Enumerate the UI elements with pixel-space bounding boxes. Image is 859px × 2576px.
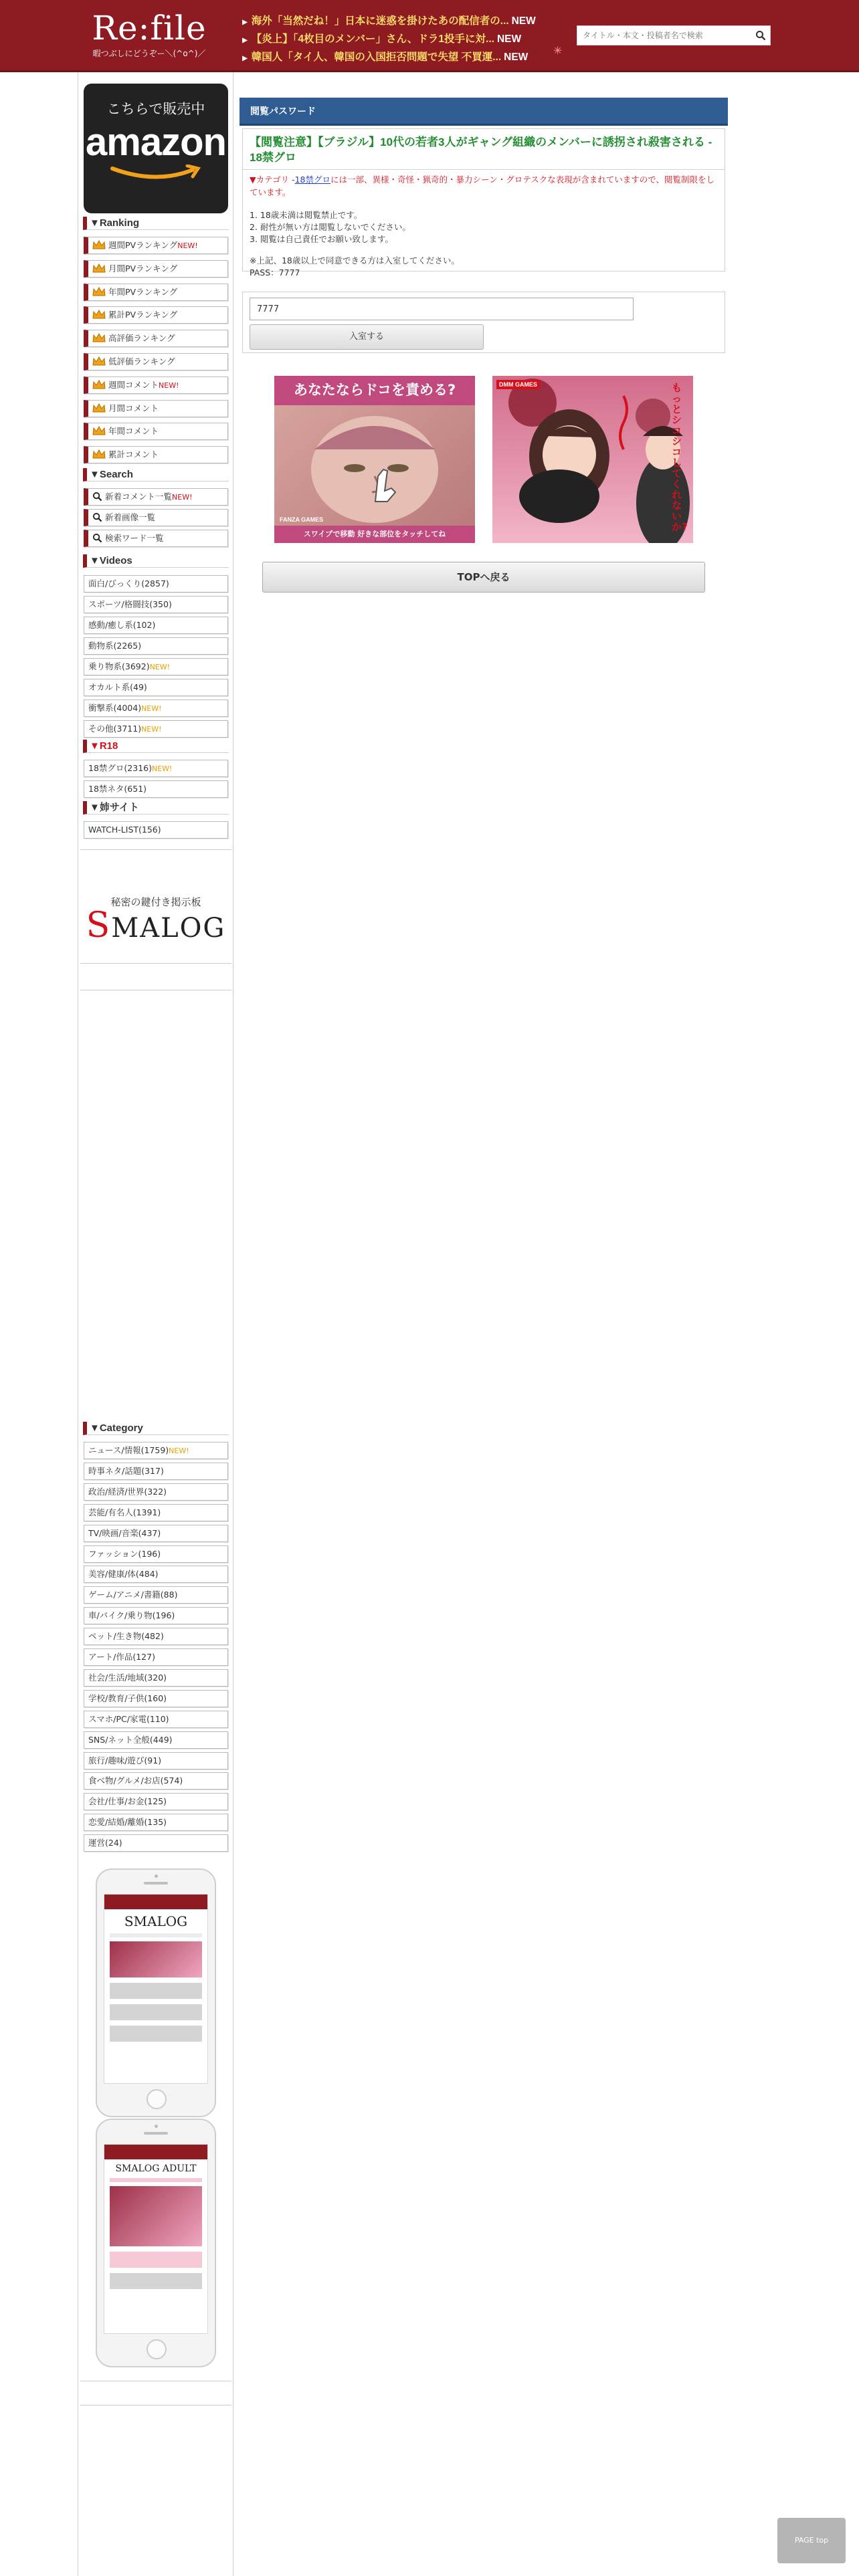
ad-brand: FANZA GAMES <box>280 516 324 523</box>
rule-item: 1. 18歳未満は閲覧禁止です。 <box>250 210 363 220</box>
category-link[interactable] <box>84 1525 228 1542</box>
crown-icon <box>92 426 106 435</box>
category-link[interactable] <box>84 1793 228 1810</box>
new-badge: NEW <box>504 51 529 63</box>
rules-list <box>250 209 719 279</box>
ranking-link[interactable] <box>84 237 228 254</box>
new-badge: NEW <box>511 15 536 27</box>
ranking-link[interactable] <box>84 446 228 463</box>
menu-item-label: 18禁グロ(2316) <box>88 763 152 773</box>
category-link[interactable] <box>84 1566 228 1583</box>
category-link[interactable] <box>84 1545 228 1563</box>
phone-screen-block <box>110 2252 202 2268</box>
category-link[interactable] <box>84 1628 228 1645</box>
smalog-caption: 秘密の鍵付き掲示板 <box>110 896 201 908</box>
new-badge: NEW! <box>141 725 162 734</box>
smalog-logo-text: MALOG <box>111 913 226 944</box>
video-category-link[interactable] <box>84 617 228 634</box>
new-badge: NEW <box>496 33 522 45</box>
triangle-icon: ▶ <box>242 55 248 62</box>
ranking-heading: ▼Ranking <box>83 217 229 230</box>
menu-item-label: スマホ/PC/家電(110) <box>88 1713 169 1724</box>
agree-note: ※上記、18歳以上で同意できる方は入室してください。 <box>250 255 460 265</box>
rule-item: 3. 閲覧は自己責任でお願い致します。 <box>250 234 393 244</box>
phone-logo: SMALOG ADULT <box>115 2163 197 2174</box>
logo-mark: Re:file <box>92 9 207 47</box>
menu-item-label: 政治/経済/世界(322) <box>88 1486 167 1497</box>
rule-item: 2. 耐性が無い方は閲覧しないでください。 <box>250 222 411 232</box>
divider <box>80 963 231 964</box>
category-link[interactable] <box>84 1772 228 1790</box>
post-info-box <box>242 128 725 278</box>
amazon-banner[interactable] <box>84 84 228 213</box>
logo-tagline: 暇つぶしにどうぞー＼(^o^)／ <box>92 49 206 58</box>
menu-item-label: 動物系(2265) <box>88 641 142 651</box>
post-title: 【閲覧注意】【ブラジル】10代の若者3人がギャング組織のメンバーに誘拐され殺害される - 18禁グロ <box>250 136 712 164</box>
password-input[interactable] <box>250 298 634 320</box>
divider <box>80 849 231 850</box>
menu-item-label: 運営(24) <box>88 1838 122 1848</box>
new-badge: NEW! <box>151 764 173 773</box>
news-link[interactable] <box>242 12 563 30</box>
menu-item-label: WATCH-LIST(156) <box>88 825 161 835</box>
phone-camera <box>155 2125 158 2128</box>
news-text: 海外「当然だね！」日本に迷惑を掛けたあの配信者の... <box>251 15 509 27</box>
ranking-link[interactable] <box>84 423 228 440</box>
menu-item-label: スポーツ/格闘技(350) <box>88 599 172 609</box>
phone-screen-block <box>110 2273 202 2289</box>
ad-image <box>492 376 693 543</box>
menu-item-label: 時事ネタ/話題(317) <box>88 1465 164 1476</box>
new-badge: NEW! <box>169 1446 189 1455</box>
amazon-caption: こちらで販売中 <box>106 101 205 117</box>
menu-item-label: 芸能/有名人(1391) <box>88 1507 161 1517</box>
new-badge: NEW! <box>141 704 162 713</box>
r18-heading: ▼R18 <box>83 740 229 753</box>
ad-banner[interactable] <box>492 376 693 543</box>
amazon-smile-icon <box>106 165 206 182</box>
category-link[interactable] <box>84 1504 228 1521</box>
menu-item-label: ニュース/情報(1759) <box>88 1445 169 1455</box>
video-category-link[interactable] <box>84 720 228 738</box>
menu-item-label: 週間コメント <box>108 379 159 390</box>
category-link[interactable]: 18禁グロ <box>294 175 331 185</box>
category-link[interactable] <box>84 1834 228 1852</box>
category-link[interactable] <box>84 1607 228 1624</box>
password-form <box>242 292 725 353</box>
ad-badge: DMM GAMES <box>496 380 540 389</box>
warning-text: には一部、異様・奇怪・猟奇的・暴力シーン・グロテスクな表現が含まれていますので、閲覧制限をしています。 <box>250 175 715 197</box>
divider <box>243 169 725 170</box>
ad-side-text: もっとシコシコしてくれないか? <box>672 382 688 533</box>
phone-screen-line <box>110 1933 202 1937</box>
category-link[interactable] <box>84 1463 228 1480</box>
menu-item-label: 感動/癒し系(102) <box>88 620 156 630</box>
crown-icon <box>92 333 106 342</box>
menu-item-label: 面白/びっくり(2857) <box>88 578 169 588</box>
new-badge: NEW! <box>159 381 179 390</box>
r18-category-link[interactable] <box>84 780 228 798</box>
phone-screen-image <box>110 2186 202 2246</box>
amazon-logo: amazon <box>86 120 226 164</box>
phone-speaker <box>144 2132 168 2135</box>
crown-icon <box>92 380 106 389</box>
ranking-link[interactable] <box>84 306 228 324</box>
site-logo[interactable] <box>79 9 219 63</box>
ranking-link[interactable] <box>84 400 228 417</box>
phone-screen-block <box>110 1983 202 1999</box>
search-icon <box>92 533 102 543</box>
menu-item-label: その他(3711) <box>88 724 142 734</box>
crown-icon <box>92 403 106 413</box>
password-panel-header: 閲覧パスワード <box>240 98 728 126</box>
video-category-link[interactable] <box>84 596 228 613</box>
crown-icon <box>92 310 106 319</box>
menu-item-label: 月間PVランキング <box>108 263 178 274</box>
category-warning <box>250 173 719 199</box>
smalog-logo: SMALOG <box>86 905 226 946</box>
menu-item-label: 低評価ランキング <box>108 356 175 366</box>
menu-item-label: 新着コメント一覧 <box>105 492 173 502</box>
menu-item-label: 週間PVランキング <box>108 240 178 250</box>
menu-item-label: TV/映画/音楽(437) <box>88 1527 161 1538</box>
ranking-link[interactable] <box>84 330 228 347</box>
phone-logo: SMALOG <box>124 1913 188 1929</box>
news-text: 【炎上】「4枚目のメンバー」さん、ドラ1投手に対... <box>251 33 494 45</box>
menu-item-label: 車/バイク/乗り物(196) <box>88 1610 175 1621</box>
video-category-link[interactable] <box>84 637 228 655</box>
ad-footer: スワイプで移動 好きな部位をタッチしてね <box>303 530 446 538</box>
ranking-link[interactable] <box>84 284 228 301</box>
phone-screen <box>104 1894 208 2084</box>
warning-prefix: ▼カテゴリ - <box>250 175 295 185</box>
category-link[interactable] <box>84 1731 228 1749</box>
news-ticker <box>242 12 563 66</box>
menu-item-label: ファッション(196) <box>88 1548 161 1559</box>
menu-item-label: 累計コメント <box>108 449 159 460</box>
phone-screen-header <box>104 2145 207 2159</box>
smalog-banner[interactable] <box>80 895 231 945</box>
new-badge: NEW! <box>172 493 193 502</box>
menu-item-label: オカルト系(49) <box>88 682 147 692</box>
news-link[interactable] <box>242 30 563 48</box>
phone-screen <box>104 2144 208 2334</box>
menu-item-label: 旅行/趣味/遊び(91) <box>88 1755 162 1765</box>
phone-screen-block <box>110 2004 202 2020</box>
menu-item-label: 恋愛/結婚/離婚(135) <box>88 1817 167 1828</box>
crown-icon <box>92 263 106 273</box>
menu-item-label: 月間コメント <box>108 403 159 413</box>
triangle-icon: ▶ <box>242 19 248 26</box>
search-box <box>577 25 771 45</box>
site-header <box>0 0 859 72</box>
search-heading: ▼Search <box>83 468 229 481</box>
search-icon <box>92 512 102 522</box>
r18-category-link[interactable] <box>84 760 228 777</box>
menu-item-label: ペット/生き物(482) <box>88 1631 164 1642</box>
video-category-link[interactable] <box>84 679 228 696</box>
crown-icon <box>92 356 106 366</box>
phone-home-button <box>147 2339 167 2359</box>
category-link[interactable] <box>84 1711 228 1728</box>
pass-note: PASS：7777 <box>250 267 300 278</box>
menu-item-label: 年間PVランキング <box>108 286 178 297</box>
smalog-adult-phone-promo[interactable] <box>96 2119 216 2367</box>
crown-icon <box>92 287 106 296</box>
ad-banner[interactable] <box>274 376 475 543</box>
new-badge: NEW! <box>149 663 171 671</box>
phone-speaker <box>144 1882 168 1885</box>
menu-item-label: 衝撃系(4004) <box>88 703 142 713</box>
search-menu-link[interactable] <box>84 488 228 506</box>
smalog-phone-promo[interactable] <box>96 1868 216 2117</box>
menu-item-label: 18禁ネタ(651) <box>88 784 147 794</box>
menu-item-label: 累計PVランキング <box>108 310 178 320</box>
menu-item-label: 検索ワード一覧 <box>105 533 164 543</box>
category-heading: ▼Category <box>83 1422 229 1435</box>
menu-item-label: アート/作品(127) <box>88 1652 155 1662</box>
menu-item-label: 食べ物/グルメ/お店(574) <box>88 1776 183 1786</box>
category-link[interactable] <box>84 1586 228 1604</box>
page-top-button[interactable]: PAGE top <box>777 2518 846 2563</box>
ad-headline: あなたならドコを責める? <box>293 382 456 398</box>
menu-item-label: 乗り物系(3692) <box>88 661 150 671</box>
menu-item-label: 社会/生活/地域(320) <box>88 1672 167 1683</box>
category-link[interactable] <box>84 1752 228 1769</box>
sister-site-link[interactable] <box>84 821 228 839</box>
loading-spinner-icon: ✳ <box>553 44 563 57</box>
ranking-link[interactable] <box>84 377 228 394</box>
phone-screen-line <box>110 2178 202 2182</box>
menu-item-label: 学校/教育/子供(160) <box>88 1693 167 1703</box>
phone-screen-header <box>104 1895 207 1909</box>
search-input[interactable] <box>577 26 745 45</box>
ranking-link[interactable] <box>84 260 228 278</box>
crown-icon <box>92 449 106 459</box>
news-link[interactable] <box>242 48 563 66</box>
enter-button[interactable]: 入室する <box>250 324 484 350</box>
videos-heading: ▼Videos <box>83 554 229 568</box>
menu-item-label: SNS/ネット全般(449) <box>88 1734 173 1745</box>
category-link[interactable] <box>84 1442 228 1459</box>
category-link[interactable] <box>84 1483 228 1501</box>
category-link[interactable] <box>84 1690 228 1707</box>
video-category-link[interactable] <box>84 575 228 593</box>
phone-camera <box>155 1874 158 1878</box>
search-menu-link[interactable] <box>84 509 228 526</box>
back-to-top-button[interactable]: TOPへ戻る <box>262 562 705 593</box>
search-icon[interactable] <box>755 30 766 41</box>
news-text: 韓国人「タイ人、韓国の入国拒否問題で失望 不買運... <box>251 51 502 63</box>
menu-item-label: 美容/健康/体(484) <box>88 1569 159 1580</box>
phone-screen-block <box>110 2026 202 2042</box>
ranking-link[interactable] <box>84 353 228 370</box>
triangle-icon: ▶ <box>242 37 248 44</box>
menu-item-label: 高評価ランキング <box>108 333 175 344</box>
menu-item-label: ゲーム/アニメ/書籍(88) <box>88 1590 178 1600</box>
new-badge: NEW! <box>177 241 198 250</box>
crown-icon <box>92 240 106 249</box>
menu-item-label: 会社/仕事/お金(125) <box>88 1796 167 1807</box>
search-menu-link[interactable] <box>84 530 228 547</box>
phone-screen-image <box>110 1941 202 1977</box>
spacer <box>250 245 719 255</box>
category-link[interactable] <box>84 1669 228 1687</box>
menu-item-label: 新着画像一覧 <box>105 512 156 522</box>
video-category-link[interactable] <box>84 700 228 717</box>
sister-heading: ▼姉サイト <box>83 801 229 815</box>
video-category-link[interactable] <box>84 658 228 675</box>
search-icon <box>92 492 102 502</box>
category-link[interactable] <box>84 1648 228 1666</box>
category-link[interactable] <box>84 1814 228 1831</box>
phone-home-button <box>147 2089 167 2109</box>
menu-item-label: 年間コメント <box>108 426 159 437</box>
